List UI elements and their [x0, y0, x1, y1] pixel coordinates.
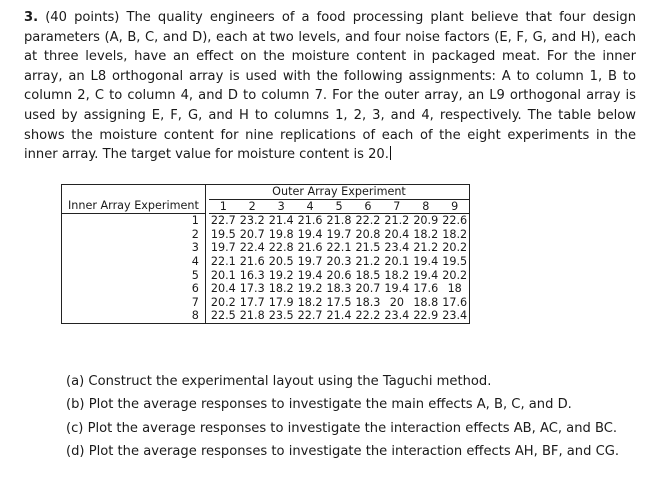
table-row [62, 228, 470, 242]
table-cell: 20.2 [210, 295, 236, 309]
table-cell: 19.2 [297, 282, 323, 296]
problem-statement [24, 8, 636, 165]
column-header: 5 [325, 199, 354, 214]
table-cell: 22.2 [355, 309, 381, 323]
table-cell: 19.7 [297, 254, 323, 268]
table-cell: 19.8 [268, 227, 294, 241]
table-cell: 19.4 [384, 282, 410, 296]
table-cell: 16.3 [239, 268, 265, 282]
sub-question-label: (b) [66, 397, 85, 413]
problem-text: (40 points) The quality engineers of a food processing plant believe that four design parameters (A, B, C, and D), each at two levels, and four noise factors (E, F, G, and H), each at three levels, have an effect on the moisture content in packaged meat. For the inner array, an L8 orthogonal array is used with the following assignments: A to column 1, B to column 2, C to column 4, and D to column 7. For the outer array, an L9 orthogonal array is used by assigning E, F, G, and H to columns 1, 2, 3, and 4, respectively. The table below shows the moisture content for nine replications of each of the eight experiments in the inner array. The target value for moisture content is 20. [24, 10, 637, 163]
table-cell: 17.6 [413, 282, 439, 296]
table-cell: 21.4 [326, 309, 352, 323]
row-header-spacer [62, 185, 206, 200]
table-cell: 22.2 [355, 214, 381, 228]
row-label: 3 [62, 241, 206, 255]
table-row [62, 241, 470, 255]
table-cell: 20.4 [210, 282, 236, 296]
table-cell: 19.4 [297, 268, 323, 282]
table-cell: 21.4 [268, 214, 294, 228]
sub-question-label: (a) [66, 374, 85, 389]
column-header: 2 [238, 199, 267, 214]
row-label: 6 [62, 282, 206, 296]
table-cell: 23.2 [239, 214, 265, 228]
table-cell: 18.2 [384, 268, 410, 282]
sub-question-label: (c) [66, 420, 84, 436]
column-header: 7 [382, 199, 411, 214]
table-cell: 17.7 [239, 295, 265, 309]
column-header: 9 [440, 199, 469, 214]
table-cell: 21.2 [413, 241, 439, 255]
outer-array-header: Outer Array Experiment [209, 185, 470, 200]
table-cell: 17.5 [326, 295, 352, 309]
table-cell: 20.6 [326, 268, 352, 282]
table-cell: 18.2 [440, 228, 469, 242]
table-cell: 22.8 [268, 241, 294, 255]
row-label: 8 [62, 309, 206, 323]
table-cell: 21.6 [297, 214, 323, 228]
table-cell: 18.8 [413, 295, 439, 309]
table-cell: 17.9 [268, 295, 294, 309]
row-label: 4 [62, 255, 206, 269]
table-row [62, 296, 470, 310]
table-cell: 18.2 [297, 295, 323, 309]
table-cell: 21.6 [239, 254, 265, 268]
sub-question [66, 393, 656, 416]
table-cell: 23.4 [440, 309, 469, 323]
table-cell: 23.5 [268, 309, 294, 323]
sub-question [66, 370, 656, 393]
sub-question-text: Plot the average responses to investigate the interaction effects AB, AC, and BC. [87, 420, 618, 436]
table-cell: 18.2 [413, 227, 439, 241]
table-cell: 22.9 [413, 309, 439, 323]
moisture-table [61, 184, 470, 324]
problem-number: 3. [24, 10, 39, 25]
table-row [62, 214, 470, 228]
table-cell: 19.7 [210, 241, 236, 255]
table-cell: 21.8 [326, 214, 352, 228]
row-label: 5 [62, 269, 206, 283]
table-cell: 20.7 [355, 282, 381, 296]
table-cell: 22.5 [210, 309, 236, 323]
table-cell: 21.2 [384, 214, 410, 228]
sub-question-label: (d) [66, 444, 85, 460]
sub-questions [66, 370, 656, 464]
sub-question [66, 440, 656, 463]
table-cell: 20.4 [384, 227, 410, 241]
column-header: 3 [267, 199, 296, 214]
table-cell: 18.5 [355, 268, 381, 282]
table-cell: 20.7 [239, 227, 265, 241]
inner-array-header: Inner Array Experiment [62, 199, 206, 214]
table-cell: 20.9 [413, 214, 439, 228]
table-cell: 20.1 [210, 268, 236, 282]
table-cell: 20.2 [440, 241, 469, 255]
table-row [62, 309, 470, 323]
column-header: 1 [209, 199, 238, 214]
table-cell: 18.2 [268, 282, 294, 296]
table-cell: 19.4 [413, 268, 439, 282]
column-header: 8 [411, 199, 440, 214]
sub-question-text: Plot the average responses to investigate the main effects A, B, C, and D. [88, 397, 572, 413]
table-row [62, 269, 470, 283]
column-header: 6 [353, 199, 382, 214]
table-cell: 19.2 [268, 268, 294, 282]
table-cell: 17.3 [239, 282, 265, 296]
table-cell: 19.7 [326, 227, 352, 241]
table-cell: 19.4 [413, 254, 439, 268]
table-cell: 22.1 [210, 254, 236, 268]
row-label: 7 [62, 296, 206, 310]
table-cell: 21.2 [355, 254, 381, 268]
column-header: 4 [296, 199, 325, 214]
table-row [62, 282, 470, 296]
table-cell: 20.8 [355, 227, 381, 241]
table-cell: 17.6 [440, 296, 469, 310]
row-label: 1 [62, 214, 206, 228]
table-cell: 20.5 [268, 254, 294, 268]
row-label: 2 [62, 228, 206, 242]
table-cell: 20.3 [326, 254, 352, 268]
table-cell: 21.5 [355, 241, 381, 255]
table-row [62, 255, 470, 269]
table-cell: 22.7 [210, 214, 236, 228]
table-cell: 23.4 [384, 241, 410, 255]
table-cell: 19.4 [297, 227, 323, 241]
sub-question [66, 417, 656, 440]
table-cell: 23.4 [384, 309, 410, 323]
table-cell: 21.6 [297, 241, 323, 255]
table-cell: 22.6 [440, 214, 469, 228]
table-cell: 18 [440, 282, 469, 296]
table-cell: 22.1 [326, 241, 352, 255]
sub-question-text: Construct the experimental layout using the Taguchi method. [88, 374, 492, 389]
table-cell: 20 [389, 295, 404, 309]
table-cell: 20.2 [440, 269, 469, 283]
text-cursor [390, 146, 391, 160]
table-cell: 19.5 [440, 255, 469, 269]
table-cell: 22.7 [297, 309, 323, 323]
table-cell: 20.1 [384, 254, 410, 268]
table-cell: 18.3 [326, 282, 352, 296]
sub-question-text: Plot the average responses to investigate the interaction effects AH, BF, and CG. [88, 444, 620, 460]
table-cell: 18.3 [355, 295, 381, 309]
table-cell: 21.8 [239, 309, 265, 323]
table-cell: 22.4 [239, 241, 265, 255]
table-cell: 19.5 [210, 227, 236, 241]
